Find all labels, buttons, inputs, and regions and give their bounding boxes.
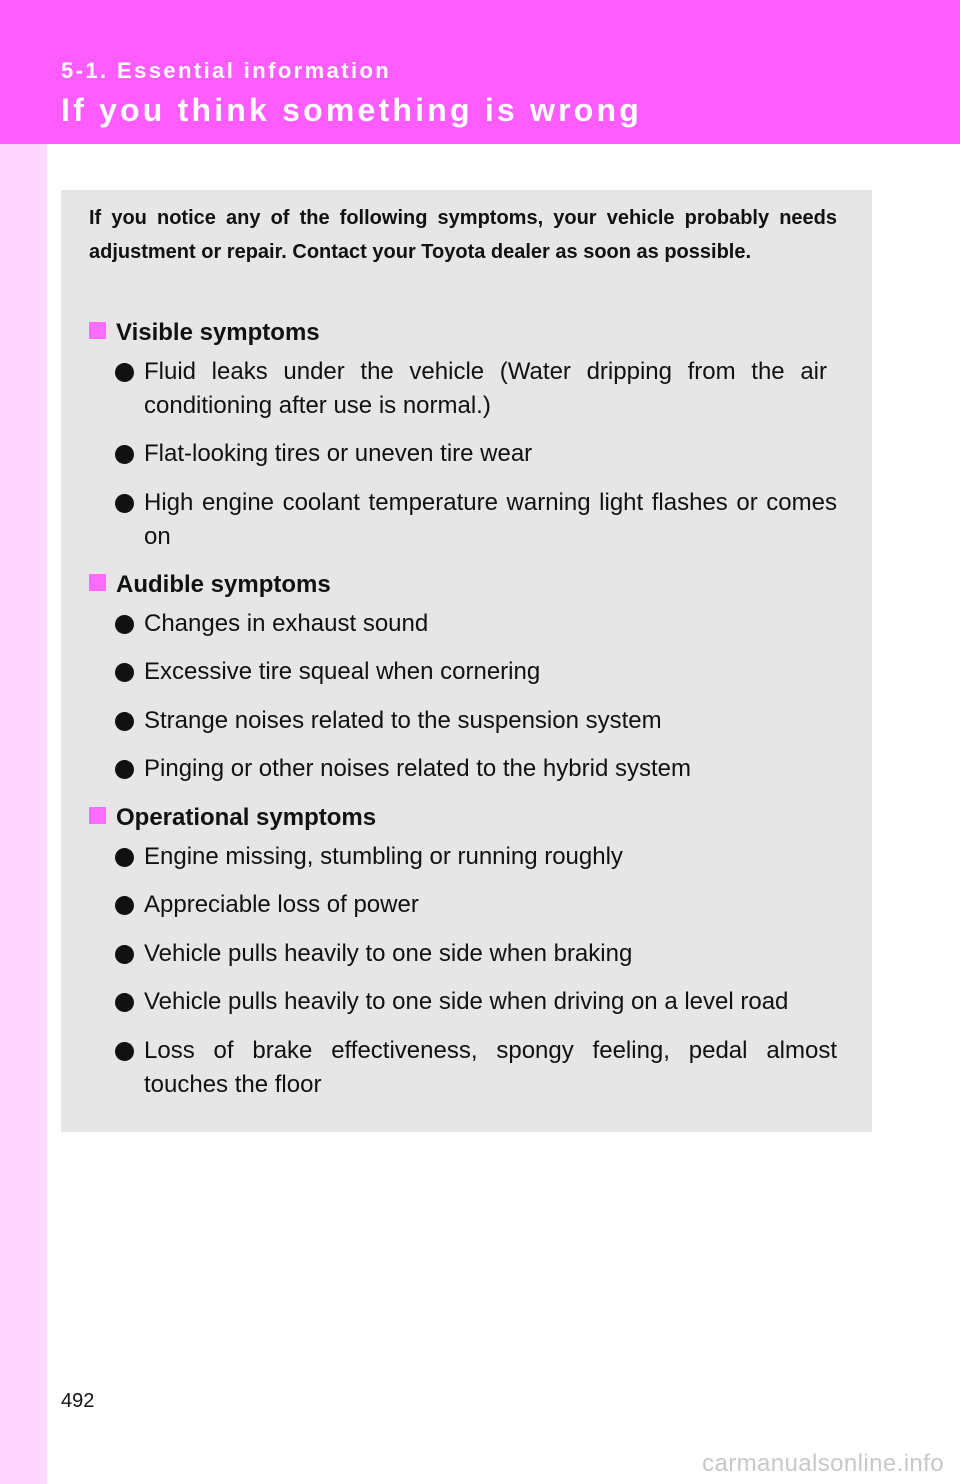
list-item [115, 752, 837, 786]
list-item [115, 704, 837, 738]
round-bullet-icon [115, 993, 134, 1012]
round-bullet-icon [115, 760, 134, 779]
round-bullet-icon [115, 494, 134, 513]
section-heading-label: Visible symptoms [116, 319, 320, 346]
square-bullet-icon [89, 322, 106, 339]
round-bullet-icon [115, 848, 134, 867]
list-item-text: Engine missing, stumbling or running roughly [144, 843, 623, 870]
round-bullet-icon [115, 363, 134, 382]
intro-text: If you notice any of the following symptoms, your vehicle probably needs adjustment or repair. Contact your Toyota dealer as soon as possible. [89, 207, 837, 263]
section-heading-operational [89, 803, 376, 833]
list-item [115, 437, 837, 471]
list-item-text: Strange noises related to the suspension system [144, 707, 662, 734]
square-bullet-icon [89, 807, 106, 824]
section-heading-visible [89, 318, 320, 348]
list-item [115, 607, 837, 641]
round-bullet-icon [115, 615, 134, 634]
list-item-text: Fluid leaks under the vehicle (Water dripping from the air conditioning after use is normal.) [144, 358, 827, 419]
list-item-text: Pinging or other noises related to the hybrid system [144, 755, 691, 782]
list-item [115, 1034, 837, 1102]
round-bullet-icon [115, 663, 134, 682]
page-number: 492 [61, 1390, 95, 1412]
list-item-text: Appreciable loss of power [144, 891, 419, 918]
page-title: If you think something is wrong [61, 92, 642, 128]
list-item [115, 655, 837, 689]
round-bullet-icon [115, 712, 134, 731]
list-item-text: Changes in exhaust sound [144, 610, 429, 637]
list-item-text: Flat-looking tires or uneven tire wear [144, 440, 533, 467]
list-item-text: Vehicle pulls heavily to one side when braking [144, 940, 633, 967]
round-bullet-icon [115, 896, 134, 915]
section-heading-label: Audible symptoms [116, 571, 331, 598]
list-item [115, 840, 837, 874]
square-bullet-icon [89, 574, 106, 591]
list-item [115, 985, 837, 1019]
side-margin-band [0, 144, 47, 1484]
list-item [115, 937, 837, 971]
round-bullet-icon [115, 1042, 134, 1061]
list-item-text: High engine coolant temperature warning light flashes or comes on [144, 489, 837, 550]
list-item [115, 486, 837, 554]
section-label: 5-1. Essential information [61, 58, 392, 83]
list-item-text: Excessive tire squeal when cornering [144, 658, 541, 685]
section-heading-label: Operational symptoms [116, 804, 377, 831]
list-item [115, 888, 837, 922]
section-heading-audible [89, 570, 331, 600]
page-header [0, 0, 960, 144]
list-item [115, 355, 827, 423]
round-bullet-icon [115, 945, 134, 964]
round-bullet-icon [115, 445, 134, 464]
list-item-text: Loss of brake effectiveness, spongy feeling, pedal almost touches the floor [144, 1037, 837, 1098]
watermark: carmanualsonline.info [702, 1450, 944, 1477]
list-item-text: Vehicle pulls heavily to one side when driving on a level road [144, 988, 789, 1015]
